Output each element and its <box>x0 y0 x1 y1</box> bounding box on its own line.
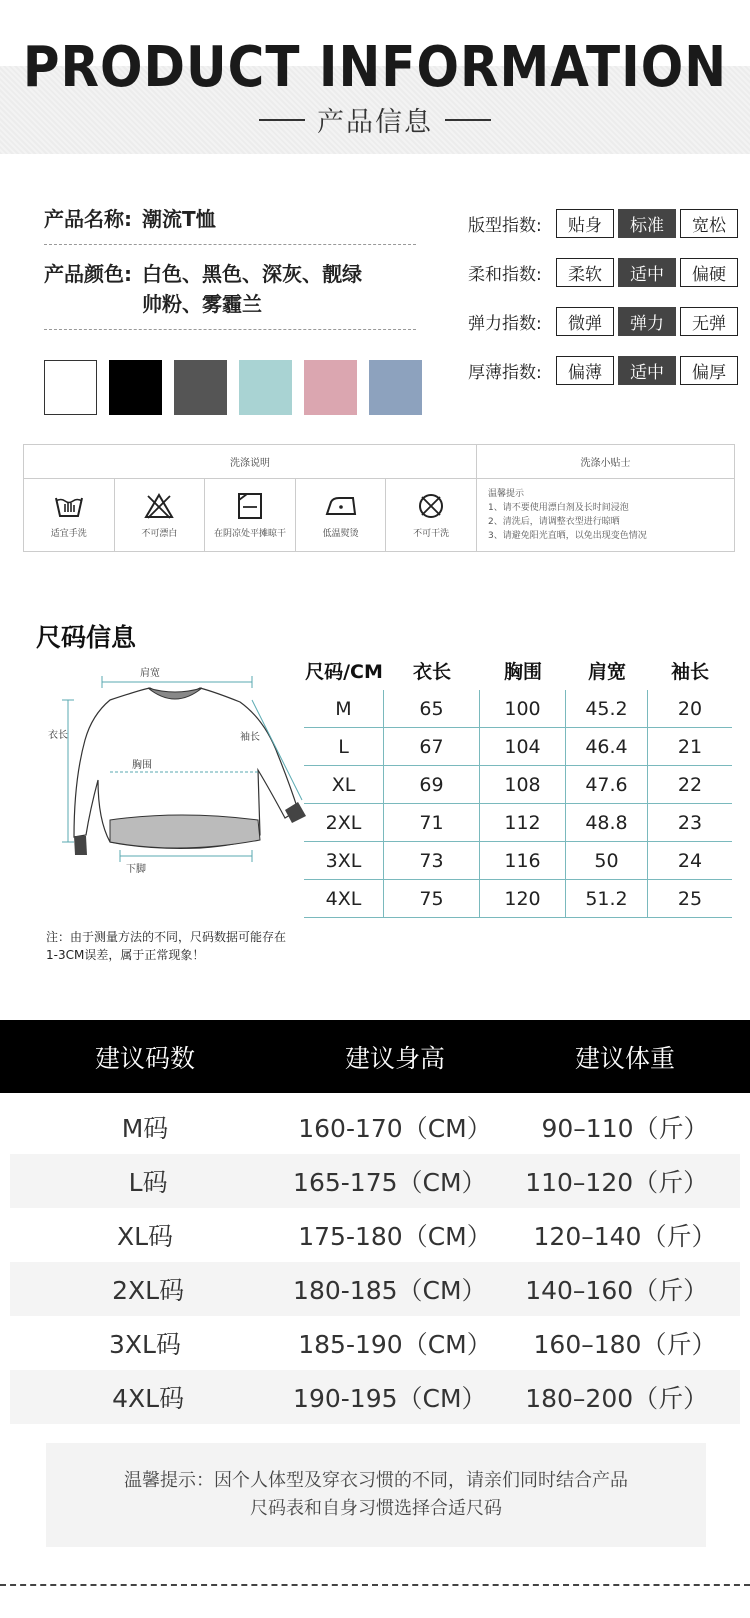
index-label: 柔和指数: <box>468 264 542 285</box>
size-tip-box <box>46 1443 706 1547</box>
table-cell: 120–140（斤） <box>533 1222 717 1251</box>
table-cell: 24 <box>677 849 703 872</box>
wash-tip: 1、请不要使用漂白剂及长时间浸泡 <box>488 503 629 513</box>
table-row <box>0 1316 750 1370</box>
table-row <box>304 690 732 728</box>
table-row <box>0 1208 750 1262</box>
table-row <box>0 1100 750 1154</box>
table-cell: 180-185（CM） <box>293 1276 487 1305</box>
recommend-table <box>0 1100 750 1424</box>
wash-tips-title: 温馨提示 <box>488 489 525 499</box>
swatch-dark-gray[interactable] <box>174 360 227 415</box>
column-header: 建议码数 <box>94 1043 195 1073</box>
no-dry-clean-icon <box>415 492 447 520</box>
index-option: 微弹 <box>556 307 614 336</box>
measurement-note <box>46 928 336 964</box>
table-cell: 160–180（斤） <box>533 1330 717 1359</box>
table-cell: 185-190（CM） <box>298 1330 492 1359</box>
table-cell: 112 <box>480 804 566 841</box>
table-cell: 65 <box>384 690 480 727</box>
table-cell: 120 <box>480 880 566 917</box>
table-cell: 165-175（CM） <box>293 1168 487 1197</box>
table-cell: 104 <box>480 728 566 765</box>
recommend-header <box>0 1020 750 1093</box>
tip-line: 尺码表和自身习惯选择合适尺码 <box>250 1498 502 1519</box>
low-iron-icon <box>325 492 357 520</box>
wash-caption: 在阴凉处平摊晾干 <box>213 528 286 539</box>
index-option: 偏薄 <box>556 356 614 385</box>
table-cell: 51.2 <box>566 880 648 917</box>
index-label: 版型指数: <box>468 215 542 236</box>
column-header: 建议身高 <box>344 1043 445 1073</box>
table-cell: 3XL码 <box>109 1330 181 1359</box>
column-header: 尺码/CM <box>305 660 383 683</box>
shoulder-label: 肩宽 <box>140 668 160 679</box>
chest-label: 胸围 <box>132 760 152 771</box>
table-cell: 2XL码 <box>112 1276 185 1305</box>
note-line: 1-3CM误差，属于正常现象！ <box>46 948 205 962</box>
page-header <box>0 0 750 160</box>
product-color-row <box>44 259 416 319</box>
table-cell: 90–110（斤） <box>541 1114 709 1143</box>
wash-item <box>386 479 477 551</box>
swatch-pink[interactable] <box>304 360 357 415</box>
title-right-rule <box>445 119 491 121</box>
table-cell: 108 <box>480 766 566 803</box>
index-option: 标准 <box>618 209 676 238</box>
table-row <box>304 842 732 880</box>
index-label: 弹力指数: <box>468 313 542 334</box>
table-cell: 4XL <box>304 880 384 917</box>
table-cell: XL <box>304 766 384 803</box>
table-cell: 71 <box>384 804 480 841</box>
length-label: 衣长 <box>48 730 68 741</box>
no-bleach-icon <box>143 492 175 520</box>
table-cell: 100 <box>480 690 566 727</box>
table-cell: 45.2 <box>566 690 648 727</box>
table-cell: 23 <box>677 811 703 834</box>
index-row <box>468 355 742 385</box>
table-cell: 50 <box>566 842 648 879</box>
table-row <box>304 728 732 766</box>
product-color-value <box>142 259 362 319</box>
index-option: 适中 <box>618 356 676 385</box>
wash-caption: 不可干洗 <box>413 528 450 539</box>
table-row <box>304 880 732 918</box>
wash-tip: 3、请避免阳光直晒，以免出现变色情况 <box>488 531 647 541</box>
table-row <box>304 766 732 804</box>
table-cell: 69 <box>384 766 480 803</box>
table-cell: 21 <box>677 735 703 758</box>
wash-caption: 不可漂白 <box>141 528 178 539</box>
index-option: 柔软 <box>556 258 614 287</box>
index-option: 贴身 <box>556 209 614 238</box>
index-row <box>468 208 742 238</box>
divider <box>44 244 416 245</box>
wash-tip: 2、清洗后，请调整衣型进行晾晒 <box>488 517 620 527</box>
table-cell: 73 <box>384 842 480 879</box>
table-row <box>10 1262 740 1316</box>
color-swatches <box>44 360 422 415</box>
wash-tips <box>488 487 733 543</box>
table-cell: 67 <box>384 728 480 765</box>
wash-item <box>205 479 296 551</box>
wash-tips-header: 洗涤小贴士 <box>477 445 734 479</box>
wash-caption: 适宜手洗 <box>50 528 87 539</box>
table-cell: 190-195（CM） <box>293 1384 487 1413</box>
wash-item <box>115 479 206 551</box>
title-chinese-row <box>0 100 750 139</box>
table-cell: 22 <box>677 773 703 796</box>
size-section-title: 尺码信息 <box>36 623 137 652</box>
table-cell: XL码 <box>116 1222 174 1251</box>
swatch-mint-green[interactable] <box>239 360 292 415</box>
hand-wash-icon <box>53 492 85 520</box>
title-chinese: 产品信息 <box>317 107 433 138</box>
wash-instructions <box>23 444 735 552</box>
product-name-label: 产品名称: <box>44 207 132 231</box>
table-cell: 110–120（斤） <box>525 1168 709 1197</box>
table-cell: 47.6 <box>566 766 648 803</box>
table-row <box>10 1154 740 1208</box>
divider <box>44 329 416 330</box>
table-cell: 175-180（CM） <box>298 1222 492 1251</box>
table-cell: 25 <box>677 887 703 910</box>
hem-label: 下脚 <box>126 864 146 875</box>
column-header: 袖长 <box>670 660 709 683</box>
product-name-row <box>44 204 416 234</box>
column-header: 建议体重 <box>574 1043 675 1073</box>
table-cell: L <box>304 728 384 765</box>
index-row <box>468 257 742 287</box>
table-cell: 180–200（斤） <box>525 1384 709 1413</box>
index-option: 偏厚 <box>680 356 738 385</box>
sleeve-label: 袖长 <box>240 732 260 743</box>
dry-flat-shade-icon <box>234 492 266 520</box>
column-header: 肩宽 <box>587 660 626 683</box>
swatch-haze-blue[interactable] <box>369 360 422 415</box>
size-table-header <box>304 650 732 690</box>
product-info <box>44 204 416 344</box>
index-option: 宽松 <box>680 209 738 238</box>
wash-caption: 低温熨烫 <box>322 528 359 539</box>
title-english: PRODUCT INFORMATION <box>22 34 728 100</box>
note-line: 注：由于测量方法的不同，尺码数据可能存在 <box>46 930 287 944</box>
index-option: 无弹 <box>680 307 738 336</box>
wash-header: 洗涤说明 <box>24 445 477 479</box>
column-header: 衣长 <box>412 660 451 683</box>
table-row <box>10 1370 740 1424</box>
index-row <box>468 306 742 336</box>
table-cell: L码 <box>128 1168 168 1197</box>
index-label: 厚薄指数: <box>468 362 542 383</box>
table-cell: 3XL <box>304 842 384 879</box>
wash-icons-row <box>24 479 477 551</box>
column-header: 胸围 <box>503 660 542 683</box>
wash-item <box>296 479 387 551</box>
table-cell: 46.4 <box>566 728 648 765</box>
tip-line: 温馨提示：因个人体型及穿衣习惯的不同，请亲们同时结合产品 <box>124 1470 628 1491</box>
size-table <box>304 650 732 918</box>
wash-item <box>24 479 115 551</box>
swatch-black[interactable] <box>109 360 162 415</box>
fabric-indices <box>468 208 742 404</box>
table-cell: M码 <box>121 1114 169 1143</box>
table-cell: 4XL码 <box>112 1384 185 1413</box>
table-cell: M <box>304 690 384 727</box>
table-row <box>304 804 732 842</box>
index-option: 偏硬 <box>680 258 738 287</box>
table-cell: 116 <box>480 842 566 879</box>
table-cell: 48.8 <box>566 804 648 841</box>
swatch-white[interactable] <box>44 360 97 415</box>
index-option: 适中 <box>618 258 676 287</box>
bottom-divider <box>0 1584 750 1586</box>
product-name-value: 潮流T恤 <box>142 207 216 231</box>
table-cell: 2XL <box>304 804 384 841</box>
index-option: 弹力 <box>618 307 676 336</box>
sweater-diagram <box>40 660 310 900</box>
product-color-line1: 白色、黑色、深灰、靓绿 <box>142 262 362 286</box>
product-color-line2: 帅粉、雾霾兰 <box>142 292 262 316</box>
table-cell: 20 <box>677 697 703 720</box>
title-left-rule <box>259 119 305 121</box>
table-cell: 160-170（CM） <box>298 1114 492 1143</box>
table-cell: 140–160（斤） <box>525 1276 709 1305</box>
table-cell: 75 <box>384 880 480 917</box>
product-color-label: 产品颜色: <box>44 262 132 286</box>
